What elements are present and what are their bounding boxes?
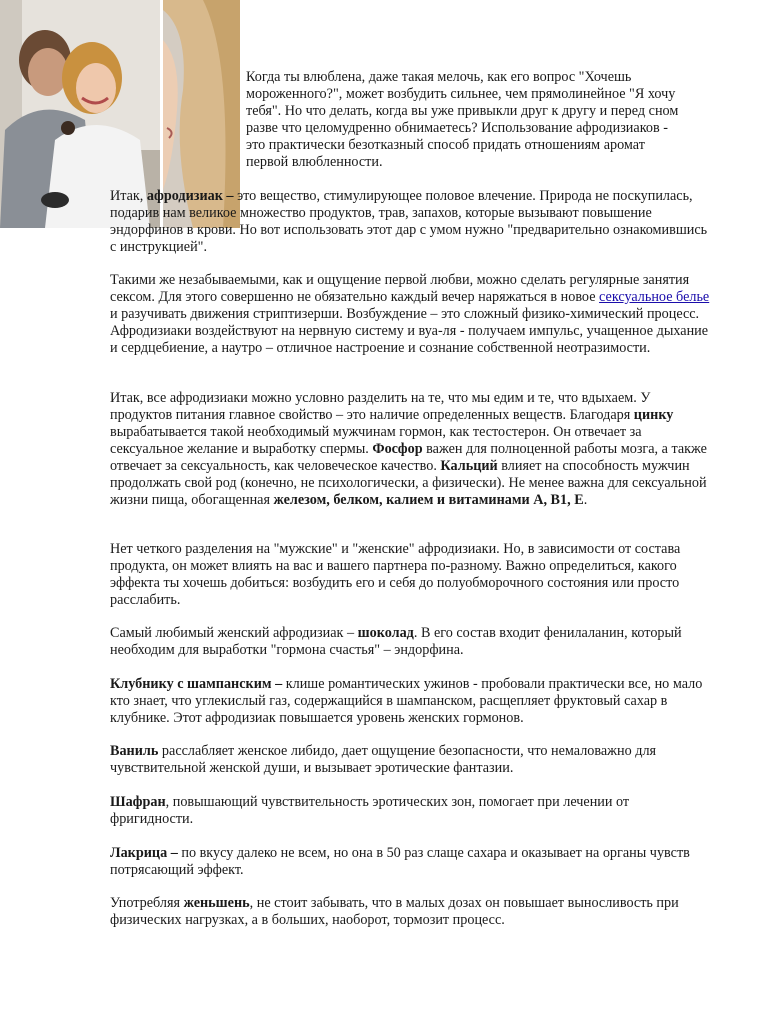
p5-c: . В его состав входит фенилаланин, который необходим для выработки "гормона счастья" – эндорфина. <box>110 625 682 658</box>
lingerie-link[interactable]: сексуальное белье <box>599 289 710 305</box>
paragraph-licorice <box>110 845 712 879</box>
p1-term: афродизиак – <box>146 188 234 204</box>
intro-paragraph: Когда ты влюблена, даже такая мелочь, как его вопрос "Хочешь мороженного?", может возбудить сильнее, чем прямолинейное "Я хочу тебя". Но что делать, когда вы уже привыкли друг к другу и перед сном разве что целомудренно обнимаетесь? Использование афродизиаков - это практически безотказный способ придать отношениям аромат первой влюбленности. <box>246 69 679 170</box>
p10-a: Употребляя <box>110 895 184 911</box>
p3-a: Итак, все афродизиаки можно условно разделить на те, что мы едим и те, что вдыхаем. У продуктов питания главное свойство – это наличие определенных веществ. Благодаря <box>110 390 651 423</box>
paragraph-aphrodisiac-definition <box>110 188 712 256</box>
p3-e: важен для полноценной работы мозга, а также отвечает за сексуальность, как человеческое качество. <box>110 441 707 474</box>
p3-c: вырабатывается такой необходимый мужчинам гормон, как тестостерон. Он отвечает за сексуальное желание и выработку спермы. <box>110 424 642 457</box>
p6-body: клише романтических ужинов - пробовали практически все, но мало кто знает, что углекислый газ, содержащийся в шампанском, расщепляет фруктовый сахар в клубнике. Этот афродизиак повышается уровень женских гормонов. <box>110 676 703 726</box>
p3-g: влияет на способность мужчин продолжать свой род (конечно, не психологически, а физически). Не менее важна для сексуальной жизни пища, обогащенная <box>110 458 707 508</box>
p1-lead: Итак, <box>110 188 147 204</box>
p8-term: Шафран <box>110 794 166 810</box>
p8-body: , повышающий чувствительность эротических зон, помогает при лечении от фригидности. <box>110 794 630 827</box>
paragraph-nutrients <box>110 390 712 509</box>
p6-term: Клубнику с шампанским – <box>110 676 283 692</box>
p10-ginseng: женьшень <box>183 895 250 911</box>
p3-i: . <box>583 492 588 508</box>
paragraph-chocolate <box>110 625 712 659</box>
p3-minerals: железом, белком, калием и витаминами А, В1, Е <box>273 492 584 508</box>
paragraph-saffron <box>110 794 712 828</box>
p5-a: Самый любимый женский афродизиак – <box>110 625 358 641</box>
p2-body: и разучивать движения стриптизерши. Возбуждение – это сложный физико-химический процесс. Афродизиаки воздействуют на нервную систему и вуа-ля - получаем импульс, учащенное дыхание и сердцебиение, а наутро – отличное настроение и сознание собственной неотразимости. <box>110 306 709 356</box>
p3-phosphorus: Фосфор <box>372 441 423 457</box>
p2-lead: Такими же незабываемыми, как и ощущение первой любви, можно сделать регулярные занятия сексом. Для этого совершенно не обязательно каждый вечер наряжаться в новое <box>110 272 690 305</box>
p5-chocolate: шоколад <box>357 625 414 641</box>
p3-calcium: Кальций <box>440 458 498 474</box>
paragraph-excitement <box>110 272 712 357</box>
paragraph-no-division: Нет четкого разделения на "мужские" и "женские" афродизиаки. Но, в зависимости от состава продукта, он может влиять на вас и вашего партнера по-разному. Важно определиться, какого эффекта ты хочешь добиться: возбудить его и себя до полуобморочного состояния или просто расслабить. <box>110 541 681 608</box>
p9-body: по вкусу далеко не всем, но она в 50 раз слаще сахара и оказывает на органы чувств потрясающий эффект. <box>110 845 690 878</box>
p3-zinc: цинку <box>633 407 674 423</box>
paragraph-vanilla <box>110 743 712 777</box>
p7-term: Ваниль <box>110 743 159 759</box>
p7-body: расслабляет женское либидо, дает ощущение безопасности, что немаловажно для чувствительной женской души, и вызывает эротические фантазии. <box>110 743 657 776</box>
paragraph-ginseng <box>110 895 712 929</box>
p1-body: это вещество, стимулирующее половое влечение. Природа не поскупилась, подарив нам великое множество продуктов, трав, запахов, которые вызывают повышение эндорфинов в крови. Но вот использовать этот дар с умом нужно "предварительно ознакомившись с инструкцией". <box>110 188 708 255</box>
p9-term: Лакрица – <box>110 845 178 861</box>
paragraph-strawberry <box>110 676 712 727</box>
p10-c: , не стоит забывать, что в малых дозах он повышает выносливость при физических нагрузках, а в больших, наоборот, тормозит процесс. <box>110 895 679 928</box>
